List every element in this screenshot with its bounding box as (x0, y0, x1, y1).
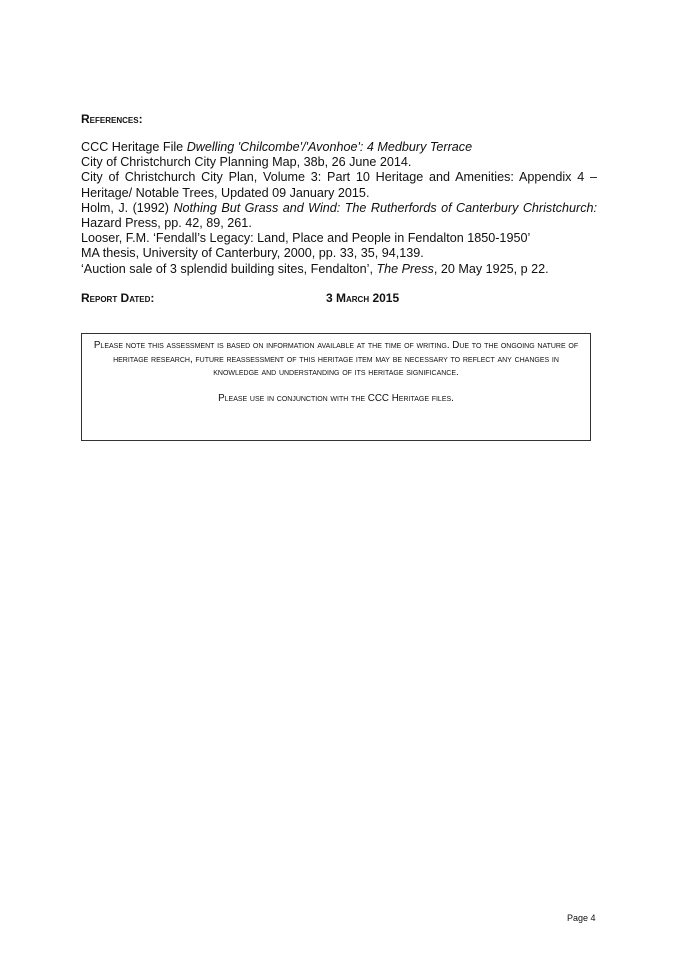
references-list (81, 140, 597, 277)
notice-paragraph-usage: Please use in conjunction with the CCC Heritage files. (218, 392, 454, 404)
reference-item: ‘Auction sale of 3 splendid building sites, Fendalton’, The Press, 20 May 1925, p 22. (81, 261, 549, 276)
report-dated-label: Report Dated: (81, 291, 155, 305)
reference-item: MA thesis, University of Canterbury, 2000, pp. 33, 35, 94,139. (81, 246, 424, 261)
references-heading: References: (81, 112, 143, 126)
report-date-value: 3 March 2015 (326, 291, 400, 305)
reference-item: Looser, F.M. ‘Fendall’s Legacy: Land, Place and People in Fendalton 1850-1950’ (81, 231, 531, 246)
page-number: Page 4 (567, 913, 596, 923)
reference-item: Holm, J. (1992) Nothing But Grass and Wind: The Rutherfords of Canterbury Christchurch: Hazard Press, pp. 42, 89, 261. (81, 200, 597, 231)
notice-paragraph: Please note this assessment is based on information available at the time of writing. Due to the ongoing nature of heritage research, future reassessment of this heritage item may be necessary to reflect any changes in knowledge and understanding of its heritage significance. (93, 340, 579, 379)
assessment-notice-box (81, 333, 591, 441)
reference-item: CCC Heritage File Dwelling 'Chilcombe'/'Avonhoe': 4 Medbury Terrace (81, 140, 473, 154)
reference-item: City of Christchurch City Plan, Volume 3: Part 10 Heritage and Amenities: Appendix 4 – Heritage/ Notable Trees, Updated 09 January 2015. (81, 170, 597, 200)
reference-item: City of Christchurch City Planning Map, 38b, 26 June 2014. (81, 155, 412, 170)
